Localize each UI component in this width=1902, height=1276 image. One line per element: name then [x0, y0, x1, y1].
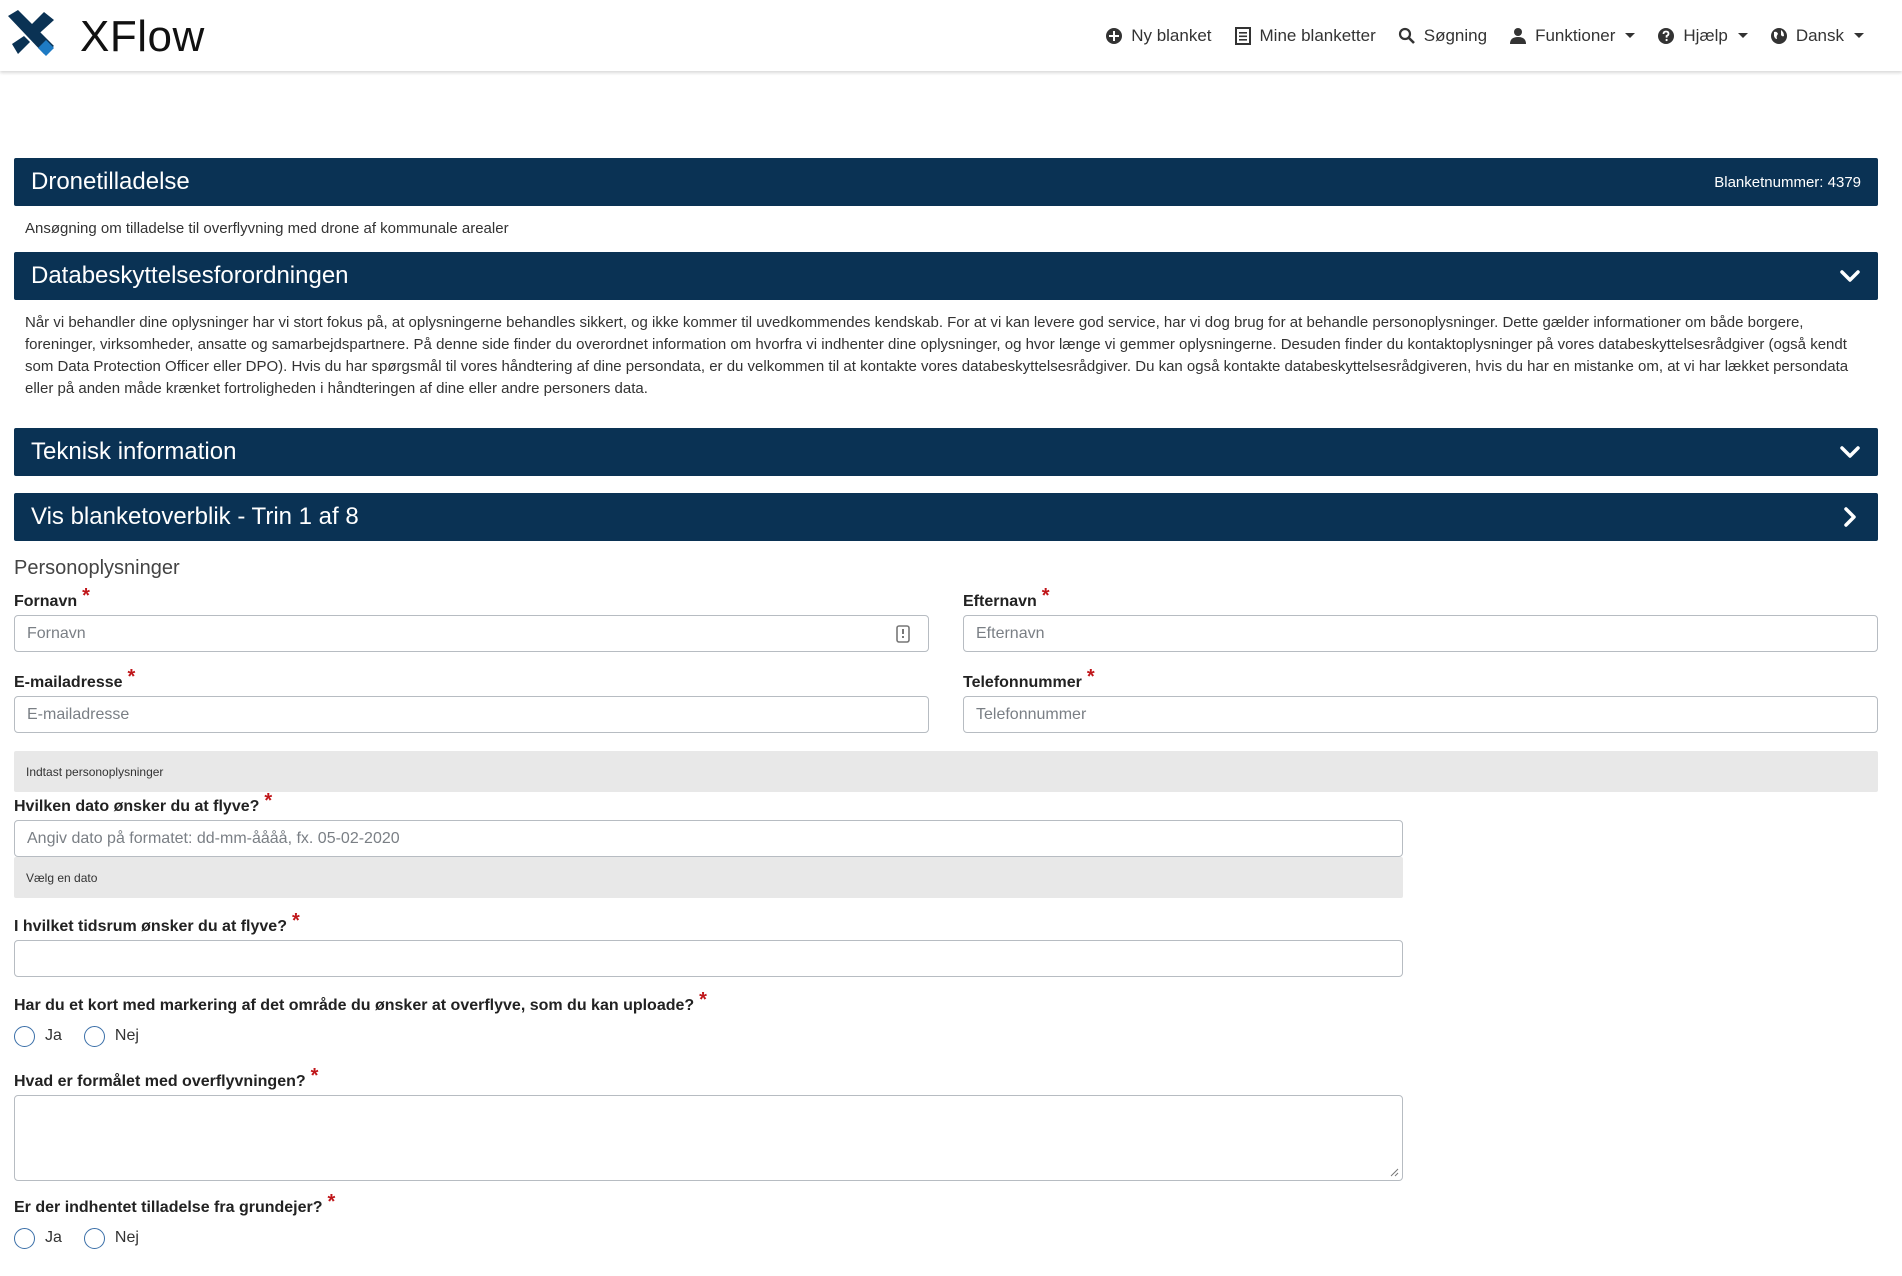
email-input[interactable] [14, 696, 929, 733]
landowner-label: Er der indhentet tilladelse fra grundejer? [14, 1199, 323, 1216]
map-no-radio[interactable] [84, 1026, 139, 1047]
form-subtitle: Ansøgning om tilladelse til overflyvning med drone af kommunale arealer [25, 220, 509, 237]
required-marker: * [699, 989, 707, 1011]
main-nav [1105, 0, 1864, 71]
question-circle-icon [1657, 27, 1675, 45]
date-hint: Vælg en dato [14, 857, 1403, 898]
tech-info-panel-header[interactable] [14, 428, 1878, 476]
gdpr-panel-text: Når vi behandler dine oplysninger har vi stort fokus på, at oplysningerne behandles sikkert, og ikke kommer til uvedkommendes kendskab. For at vi kan levere god service, har vi dog brug for at behandle personoplysninger. Dette gælder informationer om både borgere, foreninger, virksomheder, ansatte og samarbejdspartnere. På denne side finder du overordnet information om hvorfra vi indhenter dine oplysninger, og hvor længe vi gemmer oplysningerne. Desuden finder du kontaktoplysninger på vores databeskyttelsesrådgiver (også kendt som Data Protection Officer eller DPO). Hvis du har spørgsmål til vores håndtering af dine persondata, er du velkommen til at kontakte vores databeskyttelsesrådgiver. Du kan også kontakte databeskyttelsesrådgiveren, hvis du har en mistanke om, at vi har lækket persondata eller på anden måde krænket fortroligheden i håndteringen af dine eller andre personers data. [25, 314, 1849, 397]
date-placeholder: Angiv dato på formatet: dd-mm-åååå, fx. 05-02-2020 [27, 829, 400, 847]
last-name-label-row [963, 587, 1878, 615]
purpose-textarea[interactable] [14, 1095, 1403, 1181]
brand-name[interactable]: XFlow [80, 12, 205, 61]
nav-search-label: Søgning [1423, 25, 1488, 45]
timeframe-input[interactable] [14, 940, 1403, 977]
form-overview-panel-title: Vis blanketoverblik - Trin 1 af 8 [31, 503, 359, 530]
chevron-down-icon[interactable] [1839, 441, 1861, 463]
landowner-no-label: Nej [114, 1229, 139, 1246]
gdpr-panel-header[interactable] [14, 252, 1878, 300]
first-name-label: Fornavn [14, 593, 78, 610]
form-title-header [14, 158, 1878, 206]
personal-info-section-title: Personoplysninger [14, 557, 180, 579]
nav-functions-dropdown[interactable] [1509, 26, 1635, 46]
nav-functions-label: Funktioner [1535, 25, 1616, 45]
radio-circle-icon[interactable] [84, 1228, 105, 1249]
radio-circle-icon[interactable] [84, 1026, 105, 1047]
landowner-radio-group [14, 1221, 1878, 1255]
required-marker: * [127, 666, 136, 688]
nav-help-dropdown[interactable] [1657, 26, 1747, 46]
date-input[interactable] [14, 820, 1403, 857]
nav-new-form-label: Ny blanket [1131, 25, 1212, 45]
nav-my-forms[interactable] [1234, 26, 1376, 46]
resize-grip-icon[interactable] [1389, 1167, 1399, 1177]
date-label-row [14, 792, 1878, 820]
required-marker: * [264, 790, 273, 812]
gdpr-panel-title: Databeskyttelsesforordningen [31, 262, 349, 289]
first-name-placeholder: Fornavn [27, 624, 86, 642]
chevron-down-icon [1625, 33, 1635, 38]
map-yes-radio[interactable] [14, 1026, 62, 1047]
nav-language-label: Dansk [1795, 25, 1844, 45]
phone-input[interactable] [963, 696, 1878, 733]
radio-circle-icon[interactable] [14, 1228, 35, 1249]
chevron-down-icon[interactable] [1839, 265, 1861, 287]
nav-new-form[interactable] [1105, 26, 1211, 46]
autofill-contact-icon[interactable] [896, 625, 910, 643]
search-icon [1398, 27, 1416, 45]
nav-search[interactable] [1398, 26, 1487, 46]
last-name-placeholder: Efternavn [976, 624, 1045, 642]
plus-circle-icon [1105, 27, 1123, 45]
timeframe-label-row [14, 912, 1878, 940]
email-label-row [14, 668, 929, 696]
map-question-label-row [14, 991, 1878, 1019]
nav-language-dropdown[interactable] [1770, 26, 1864, 46]
required-marker: * [1041, 585, 1050, 607]
required-marker: * [310, 1065, 319, 1087]
phone-label-row [963, 668, 1878, 696]
contact-fields-row [14, 668, 1878, 733]
landowner-yes-radio[interactable] [14, 1228, 62, 1249]
form-title: Dronetilladelse [31, 168, 190, 195]
chevron-down-icon [1854, 33, 1864, 38]
purpose-label-row [14, 1067, 1878, 1095]
required-marker: * [291, 910, 300, 932]
globe-icon [1770, 27, 1788, 45]
phone-placeholder: Telefonnummer [976, 705, 1087, 723]
nav-help-label: Hjælp [1683, 25, 1728, 45]
landowner-label-row [14, 1193, 1878, 1221]
form-overview-panel-header[interactable] [14, 493, 1878, 541]
last-name-input[interactable] [963, 615, 1878, 652]
email-placeholder: E-mailadresse [27, 705, 130, 723]
radio-circle-icon[interactable] [14, 1026, 35, 1047]
date-label: Hvilken dato ønsker du at flyve? [14, 798, 260, 815]
form-content [14, 158, 1878, 1255]
map-question-label: Har du et kort med markering af det område du ønsker at overflyve, som du kan uploade? [14, 997, 695, 1014]
name-fields-row [14, 587, 1878, 652]
purpose-label: Hvad er formålet med overflyvningen? [14, 1073, 306, 1090]
map-yes-label: Ja [45, 1027, 62, 1044]
required-marker: * [327, 1191, 336, 1213]
timeframe-label: I hvilket tidsrum ønsker du at flyve? [14, 918, 287, 935]
first-name-input[interactable] [14, 615, 929, 652]
user-icon [1509, 27, 1527, 45]
tech-info-panel-title: Teknisk information [31, 438, 237, 465]
map-no-label: Nej [114, 1027, 139, 1044]
top-navigation-bar [0, 0, 1902, 71]
required-marker: * [1086, 666, 1095, 688]
nav-my-forms-label: Mine blanketter [1259, 25, 1376, 45]
email-label: E-mailadresse [14, 674, 123, 691]
required-marker: * [82, 585, 90, 607]
first-name-label-row [14, 587, 929, 615]
landowner-no-radio[interactable] [84, 1228, 139, 1249]
xflow-logo-icon[interactable] [6, 8, 60, 62]
chevron-down-icon [1738, 33, 1748, 38]
landowner-yes-label: Ja [45, 1229, 62, 1246]
form-number: Blanketnummer: 4379 [1714, 173, 1861, 191]
document-list-icon [1234, 27, 1252, 45]
phone-label: Telefonnummer [963, 674, 1082, 691]
chevron-right-icon[interactable] [1839, 506, 1861, 528]
map-question-radio-group [14, 1019, 1878, 1053]
personal-info-hint: Indtast personoplysninger [14, 751, 1878, 792]
last-name-label: Efternavn [963, 593, 1037, 610]
